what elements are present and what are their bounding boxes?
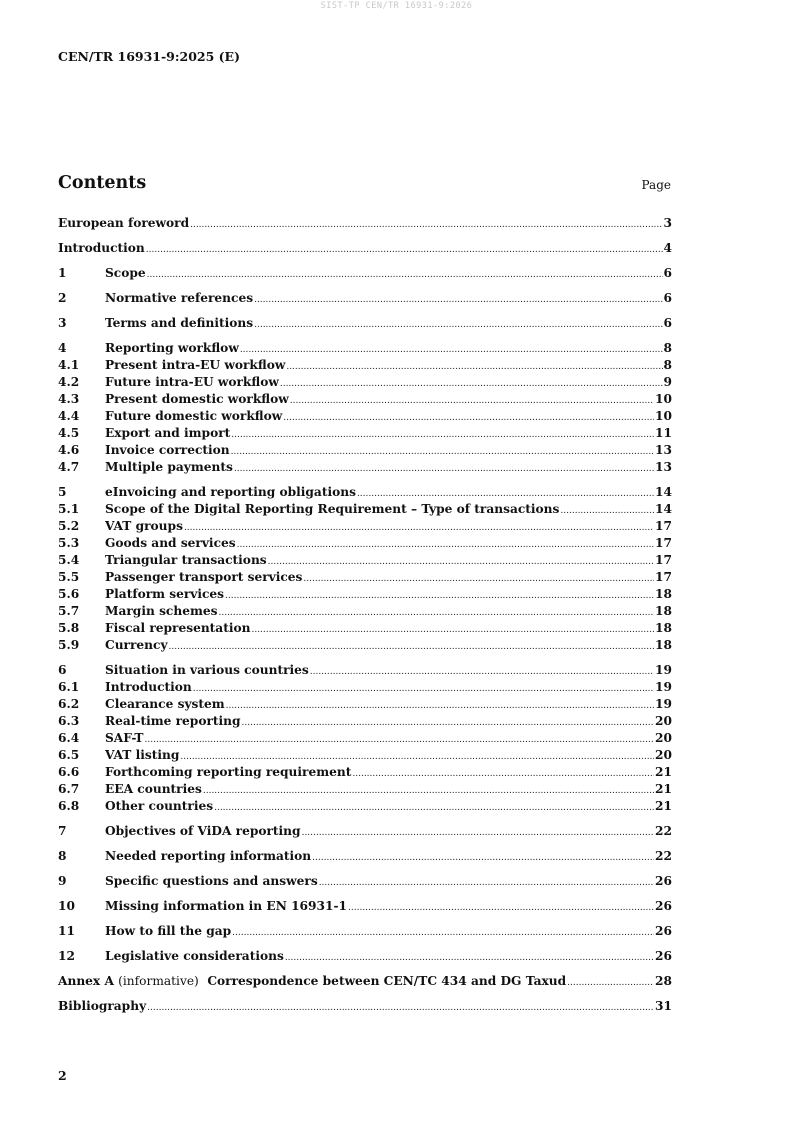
toc-entry[interactable]	[58, 316, 672, 333]
toc-entry-title: Introduction	[58, 241, 145, 255]
toc-entry-page: 14	[655, 485, 672, 499]
toc-entry-number: 5	[58, 485, 67, 499]
toc-entry-title: Introduction	[105, 680, 192, 694]
toc-entry-number: 6.1	[58, 680, 80, 694]
dot-leader	[169, 638, 655, 652]
dot-leader	[240, 341, 663, 355]
toc-entry-page: 6	[663, 266, 672, 280]
toc-entry-number: 4.4	[58, 409, 80, 423]
toc-entry-page: 3	[663, 216, 672, 230]
toc-entry-page: 26	[655, 949, 672, 963]
contents-heading: Contents	[58, 173, 147, 193]
toc-entry-page: 10	[655, 409, 672, 423]
toc-entry-number: 4.5	[58, 426, 80, 440]
toc-entry-page: 8	[663, 341, 672, 355]
toc-entry-title: Bibliography	[58, 999, 147, 1013]
toc-entry-number: 5.7	[58, 604, 80, 618]
toc-entry-number: 6.6	[58, 765, 80, 779]
toc-entry-number: 10	[58, 899, 75, 913]
toc-entry-title: EEA countries	[105, 782, 202, 796]
dot-leader	[184, 519, 654, 533]
toc-entry-number: 6.4	[58, 731, 80, 745]
dot-leader	[237, 536, 654, 550]
toc-entry-title: eInvoicing and reporting obligations	[105, 485, 356, 499]
toc-entry[interactable]	[58, 949, 672, 966]
toc-entry[interactable]	[58, 663, 672, 680]
toc-entry-page: 17	[655, 536, 672, 550]
toc-entry-page: 20	[655, 714, 672, 728]
toc-entry-page: 21	[655, 782, 672, 796]
toc-entry[interactable]	[58, 899, 672, 916]
toc-entry-title: How to fill the gap	[105, 924, 232, 938]
dot-leader	[303, 570, 654, 584]
toc-entry-title: European foreword	[58, 216, 190, 230]
toc-entry-page: 18	[655, 587, 672, 601]
toc-entry[interactable]	[58, 924, 672, 941]
toc-entry-annex-a[interactable]	[58, 974, 672, 991]
toc-entry-number: 7	[58, 824, 67, 838]
toc-entry-page: 8	[663, 358, 672, 372]
toc-entry-page: 9	[663, 375, 672, 389]
toc-entry-title: SAF-T	[105, 731, 144, 745]
toc-entry-page: 19	[655, 697, 672, 711]
toc-entry-title: Platform services	[105, 587, 225, 601]
toc-entry[interactable]	[58, 570, 672, 587]
dot-leader	[226, 697, 654, 711]
toc-entry[interactable]	[58, 697, 672, 714]
toc-entry-title: Other countries	[105, 799, 214, 813]
toc-entry-page: 26	[655, 924, 672, 938]
toc-entry[interactable]	[58, 799, 672, 816]
toc-entry-title: Goods and services	[105, 536, 236, 550]
annex-informative-label: (informative)	[118, 974, 199, 988]
toc-entry[interactable]	[58, 519, 672, 536]
toc-entry[interactable]	[58, 849, 672, 866]
toc-entry-number: 4.3	[58, 392, 80, 406]
toc-entry[interactable]	[58, 375, 672, 392]
toc-entry-title: Currency	[105, 638, 168, 652]
toc-entry-page: 11	[655, 426, 672, 440]
toc-entry-number: 6.8	[58, 799, 80, 813]
toc-entry-number: 9	[58, 874, 67, 888]
toc-entry-page: 19	[655, 680, 672, 694]
toc-entry-number: 5.8	[58, 621, 80, 635]
toc-entry[interactable]	[58, 604, 672, 621]
toc-entry-title: Scope of the Digital Reporting Requirement – Type of transactions	[105, 502, 560, 516]
dot-leader	[319, 874, 654, 888]
dot-leader	[285, 949, 654, 963]
toc-entry-page: 21	[655, 799, 672, 813]
dot-leader	[310, 663, 654, 677]
dot-leader	[190, 216, 662, 230]
toc-entry-page: 17	[655, 570, 672, 584]
dot-leader	[302, 824, 654, 838]
dot-leader	[283, 409, 654, 423]
dot-leader	[231, 426, 654, 440]
toc-entry-page: 26	[655, 874, 672, 888]
dot-leader	[242, 714, 655, 728]
toc-entry-page: 31	[655, 999, 672, 1013]
toc-entry-title: Missing information in EN 16931-1	[105, 899, 348, 913]
toc-entry-page: 18	[655, 621, 672, 635]
page-column-label: Page	[641, 178, 671, 192]
toc-entry-title: Passenger transport services	[105, 570, 303, 584]
toc-entry-page: 18	[655, 604, 672, 618]
toc-entry-page: 28	[655, 974, 672, 988]
dot-leader	[352, 765, 654, 779]
page-number: 2	[58, 1068, 67, 1083]
toc-entry-title: Present domestic workflow	[105, 392, 289, 406]
toc-entry-number: 3	[58, 316, 67, 330]
watermark: SIST-TP CEN/TR 16931-9:2026	[320, 1, 473, 11]
toc-entry[interactable]	[58, 358, 672, 375]
toc-entry-page: 26	[655, 899, 672, 913]
toc-entry-number: 4.6	[58, 443, 80, 457]
dot-leader	[567, 974, 654, 988]
toc-entry-page: 20	[655, 748, 672, 762]
toc-entry-number: 6.2	[58, 697, 80, 711]
annex-heading: Correspondence between CEN/TC 434 and DG Taxud	[207, 974, 567, 988]
toc-entry-number: 8	[58, 849, 67, 863]
annex-prefix: Annex A	[58, 974, 114, 988]
toc-entry-page: 13	[655, 443, 672, 457]
toc-entry-number: 2	[58, 291, 67, 305]
toc-entry-page: 4	[663, 241, 672, 255]
toc-entry-number: 4	[58, 341, 67, 355]
toc-entry-number: 4.1	[58, 358, 80, 372]
toc-entry-number: 5.1	[58, 502, 80, 516]
toc-entry-number: 5.3	[58, 536, 80, 550]
dot-leader	[147, 266, 663, 280]
toc-entry-title: Objectives of ViDA reporting	[105, 824, 301, 838]
dot-leader	[357, 485, 654, 499]
toc-entry-number: 11	[58, 924, 75, 938]
toc-entry[interactable]	[58, 553, 672, 570]
toc-entry-title: Clearance system	[105, 697, 225, 711]
toc-entry-page: 21	[655, 765, 672, 779]
toc-entry-page: 18	[655, 638, 672, 652]
dot-leader	[290, 392, 654, 406]
dot-leader	[234, 460, 654, 474]
toc-entry-title: Specific questions and answers	[105, 874, 318, 888]
toc-entry-page: 20	[655, 731, 672, 745]
toc-entry[interactable]	[58, 426, 672, 443]
toc-entry[interactable]	[58, 241, 672, 258]
toc-entry-number: 6.3	[58, 714, 80, 728]
toc-entry[interactable]	[58, 291, 672, 308]
toc-entry-title: Normative references	[105, 291, 254, 305]
dot-leader	[147, 999, 654, 1013]
toc-entry[interactable]	[58, 748, 672, 765]
toc-entry-number: 6.5	[58, 748, 80, 762]
dot-leader	[231, 443, 654, 457]
document-id-header: CEN/TR 16931-9:2025 (E)	[58, 49, 240, 64]
dot-leader	[280, 375, 663, 389]
toc-entry[interactable]	[58, 638, 672, 655]
toc-entry[interactable]	[58, 714, 672, 731]
toc-entry-title: Export and import	[105, 426, 231, 440]
dot-leader	[146, 241, 663, 255]
toc-entry[interactable]	[58, 782, 672, 799]
toc-entry-title: Terms and definitions	[105, 316, 254, 330]
toc-entry[interactable]	[58, 824, 672, 841]
toc-entry-page: 17	[655, 519, 672, 533]
toc-entry[interactable]	[58, 443, 672, 460]
toc-entry-number: 4.7	[58, 460, 80, 474]
toc-entry-title: Legislative considerations	[105, 949, 284, 963]
toc-entry[interactable]	[58, 587, 672, 604]
dot-leader	[225, 587, 654, 601]
toc-entry[interactable]	[58, 460, 672, 477]
toc-entry-page: 13	[655, 460, 672, 474]
dot-leader	[254, 291, 662, 305]
toc-entry[interactable]	[58, 341, 672, 358]
toc-entry-number: 1	[58, 266, 67, 280]
toc-entry-number: 4.2	[58, 375, 80, 389]
toc-entry-title: VAT groups	[105, 519, 183, 533]
dot-leader	[251, 621, 654, 635]
toc-entry-page: 19	[655, 663, 672, 677]
dot-leader	[193, 680, 654, 694]
dot-leader	[286, 358, 662, 372]
dot-leader	[180, 748, 654, 762]
toc-entry-title: Situation in various countries	[105, 663, 309, 677]
toc-entry-page: 10	[655, 392, 672, 406]
dot-leader	[560, 502, 654, 516]
toc-entry-number: 5.2	[58, 519, 80, 533]
toc-entry[interactable]	[58, 680, 672, 697]
toc-entry-number: 6	[58, 663, 67, 677]
toc-entry[interactable]	[58, 874, 672, 891]
toc-entry[interactable]	[58, 502, 672, 519]
toc-entry-bibliography[interactable]	[58, 999, 672, 1016]
toc-entry[interactable]	[58, 621, 672, 638]
toc-entry-title: Needed reporting information	[105, 849, 312, 863]
toc-entry[interactable]	[58, 409, 672, 426]
toc-entry-page: 17	[655, 553, 672, 567]
toc-entry-title: Invoice correction	[105, 443, 230, 457]
toc-entry[interactable]	[58, 536, 672, 553]
toc-entry-title: VAT listing	[105, 748, 180, 762]
toc-entry[interactable]	[58, 216, 672, 233]
toc-entry-page: 6	[663, 291, 672, 305]
dot-leader	[203, 782, 654, 796]
annex-title	[58, 974, 566, 988]
toc-entry-number: 5.5	[58, 570, 80, 584]
toc-entry-title: Reporting workflow	[105, 341, 239, 355]
dot-leader	[348, 899, 654, 913]
toc-entry-number: 6.7	[58, 782, 80, 796]
toc-entry-number: 5.6	[58, 587, 80, 601]
toc-entry-number: 12	[58, 949, 75, 963]
toc-entry-title: Real-time reporting	[105, 714, 241, 728]
dot-leader	[232, 924, 654, 938]
dot-leader	[144, 731, 654, 745]
toc-entry-page: 22	[655, 824, 672, 838]
toc-entry-title: Forthcoming reporting requirement	[105, 765, 352, 779]
toc-entry-title: Multiple payments	[105, 460, 233, 474]
toc-entry[interactable]	[58, 392, 672, 409]
toc-entry-title: Present intra-EU workflow	[105, 358, 286, 372]
dot-leader	[268, 553, 654, 567]
toc-entry-title: Fiscal representation	[105, 621, 251, 635]
dot-leader	[312, 849, 654, 863]
toc-entry-title: Triangular transactions	[105, 553, 267, 567]
dot-leader	[254, 316, 662, 330]
toc-entry-number: 5.4	[58, 553, 80, 567]
toc-entry-title: Future domestic workflow	[105, 409, 283, 423]
dot-leader	[218, 604, 654, 618]
toc-entry-title: Margin schemes	[105, 604, 218, 618]
toc-entry-number: 5.9	[58, 638, 80, 652]
toc-entry-title: Scope	[105, 266, 146, 280]
toc-entry[interactable]	[58, 765, 672, 782]
toc-entry-page: 22	[655, 849, 672, 863]
toc-entry[interactable]	[58, 485, 672, 502]
toc-entry-title: Future intra-EU workflow	[105, 375, 279, 389]
table-of-contents	[58, 216, 672, 1016]
toc-entry-page: 14	[655, 502, 672, 516]
toc-entry-page: 6	[663, 316, 672, 330]
toc-entry[interactable]	[58, 731, 672, 748]
toc-entry[interactable]	[58, 266, 672, 283]
dot-leader	[214, 799, 654, 813]
